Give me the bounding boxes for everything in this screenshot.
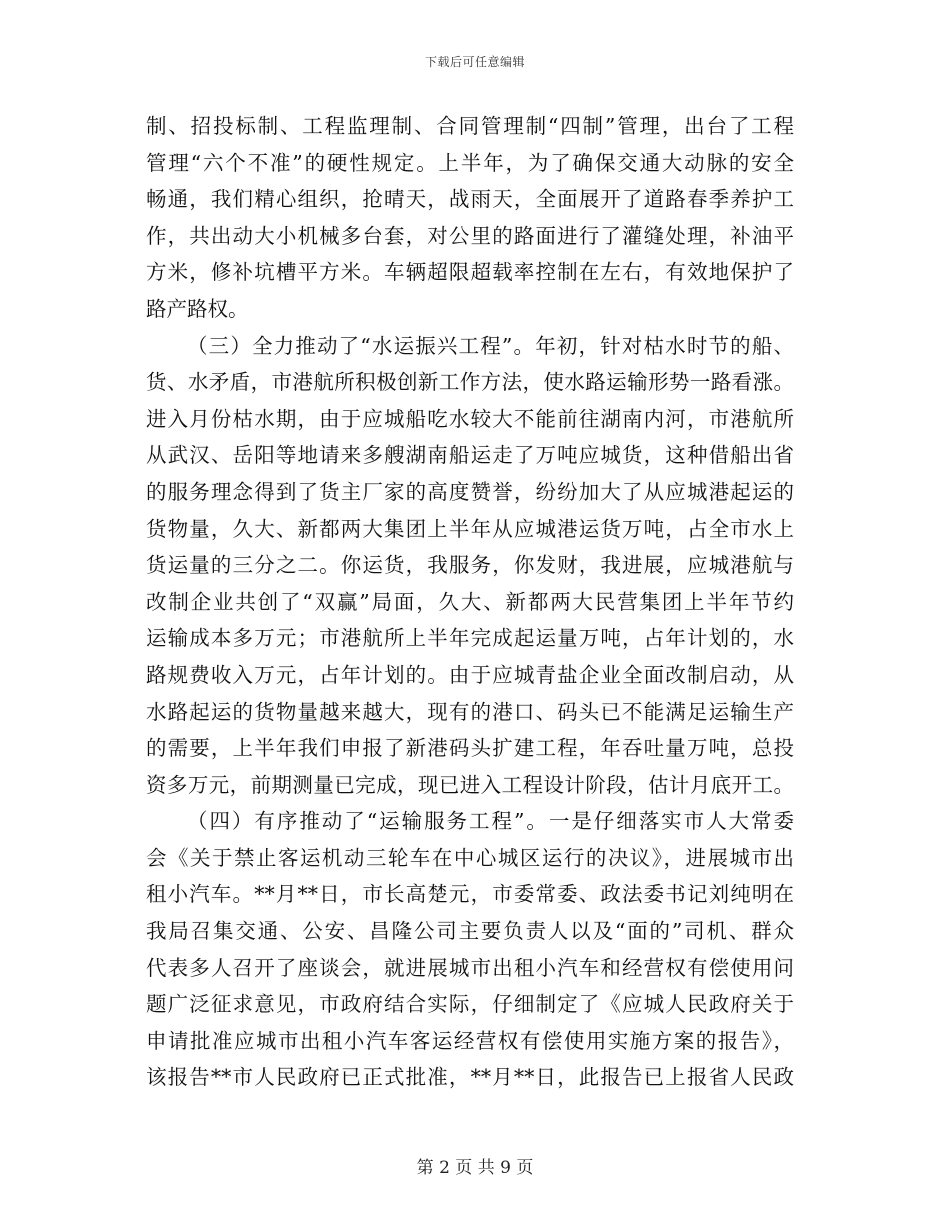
body-line: 申请批准应城市出租小汽车客运经营权有偿使用实施方案的报告》，	[146, 1028, 794, 1053]
body-line: 题广泛征求意见，市政府结合实际，仔细制定了《应城人民政府关于	[146, 992, 794, 1017]
body-line: 改制企业共创了“双赢”局面，久大、新都两大民营集团上半年节约	[146, 589, 794, 614]
body-line: 路产路权。	[146, 296, 249, 321]
section-heading-line: （四）有序推动了“运输服务工程”。一是仔细落实市人大常委	[187, 809, 794, 834]
body-line: 的服务理念得到了货主厂家的高度赞誉，纷纷加大了从应城港起运的	[146, 479, 794, 504]
body-line: 运输成本多万元；市港航所上半年完成起运量万吨，占年计划的，水	[146, 626, 794, 651]
body-line: 的需要，上半年我们申报了新港码头扩建工程，年吞吐量万吨，总投	[146, 736, 794, 761]
page-header: 下载后可任意编辑	[424, 55, 525, 69]
body-line: 畅通，我们精心组织，抢晴天，战雨天，全面展开了道路春季养护工	[146, 187, 794, 212]
body-line: 货运量的三分之二。你运货，我服务，你发财，我进展，应城港航与	[146, 553, 794, 578]
body-line: 租小汽车。**月**日，市长高楚元，市委常委、政法委书记刘纯明在	[146, 882, 794, 907]
body-line: 会《关于禁止客运机动三轮车在中心城区运行的决议》，进展城市出	[146, 845, 794, 870]
body-line: 进入月份枯水期，由于应城船吃水较大不能前往湖南内河，市港航所	[146, 406, 794, 431]
body-line: 制、招投标制、工程监理制、合同管理制“四制”管理，出台了工程	[146, 114, 794, 138]
body-line: 货、水矛盾，市港航所积极创新工作方法，使水路运输形势一路看涨。	[146, 370, 794, 395]
body-line: 资多万元，前期测量已完成，现已进入工程设计阶段，估计月底开工。	[146, 772, 794, 797]
section-heading-line: （三）全力推动了“水运振兴工程”。年初，针对枯水时节的船、	[187, 333, 794, 358]
page-footer: 第 2 页 共 9 页	[416, 1158, 534, 1178]
body-line: 作，共出动大小机械多台套，对公里的路面进行了灌缝处理，补油平	[146, 223, 794, 248]
document-body	[146, 108, 794, 1096]
body-line: 水路起运的货物量越来越大，现有的港口、码头已不能满足运输生产	[146, 699, 794, 724]
body-line: 从武汉、岳阳等地请来多艘湖南船运走了万吨应城货，这种借船出省	[146, 443, 794, 468]
body-line: 路规费收入万元，占年计划的。由于应城青盐企业全面改制启动，从	[146, 662, 794, 687]
body-line: 该报告**市人民政府已正式批准，**月**日，此报告已上报省人民政	[146, 1065, 794, 1090]
body-line: 我局召集交通、公安、昌隆公司主要负责人以及“面的”司机、群众	[146, 919, 794, 944]
body-line: 方米，修补坑槽平方米。车辆超限超载率控制在左右，有效地保护了	[146, 260, 794, 285]
body-line: 货物量，久大、新都两大集团上半年从应城港运货万吨，占全市水上	[146, 516, 794, 541]
body-line: 管理“六个不准”的硬性规定。上半年，为了确保交通大动脉的安全	[146, 150, 794, 175]
body-line: 代表多人召开了座谈会，就进展城市出租小汽车和经营权有偿使用问	[146, 955, 794, 980]
